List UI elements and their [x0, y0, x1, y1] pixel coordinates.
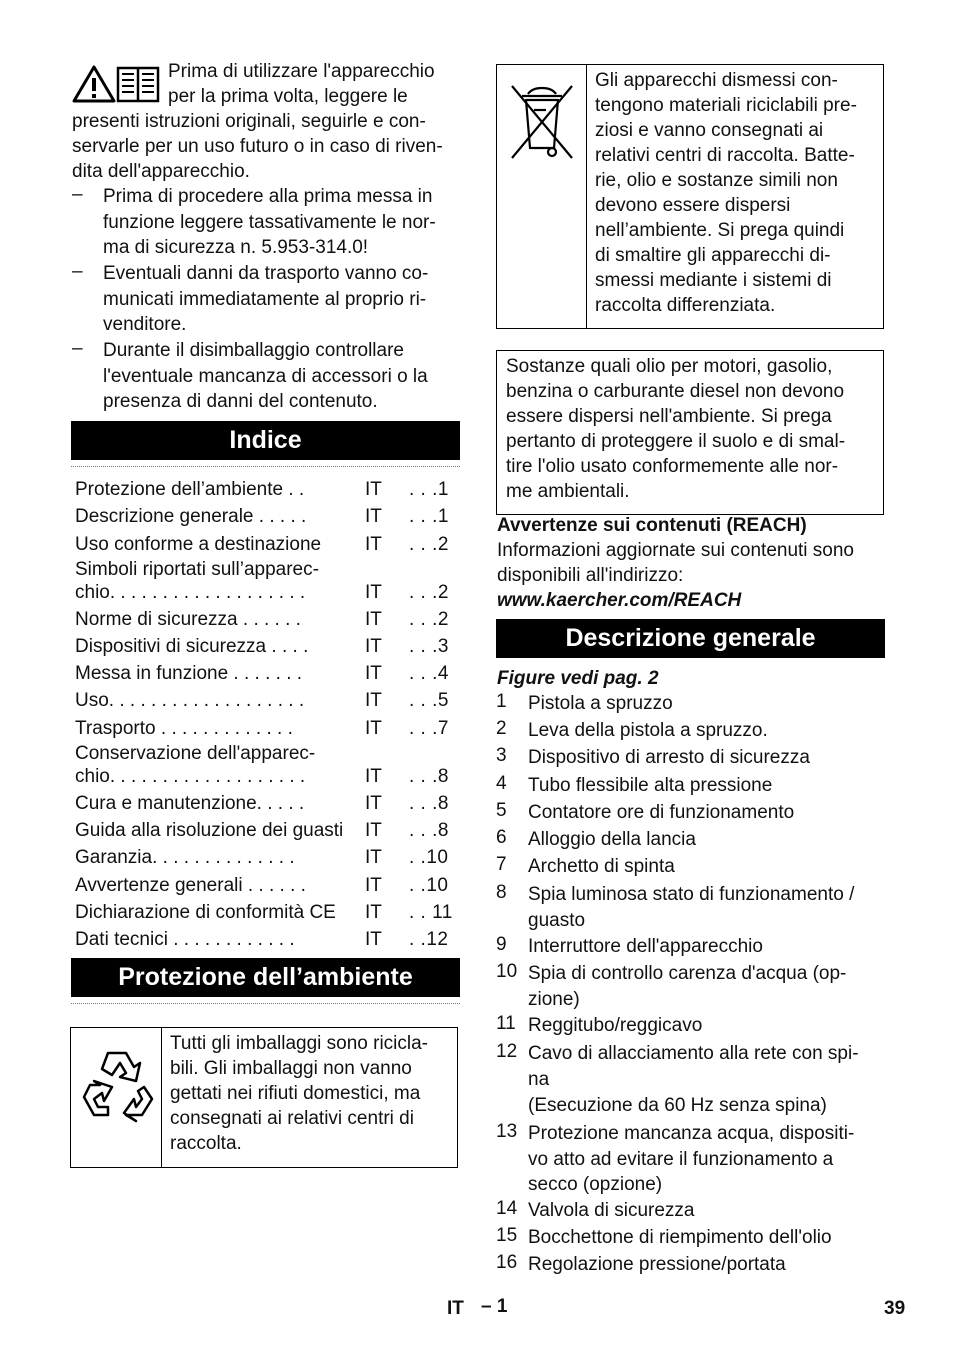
toc-lang: IT: [365, 766, 382, 787]
reach-line: Informazioni aggiornate sui contenuti sono: [497, 540, 855, 561]
item-line: na: [528, 1068, 550, 1090]
toc-lang: IT: [365, 506, 382, 527]
item-number: 16: [496, 1252, 518, 1273]
toc-row[interactable]: [75, 558, 460, 606]
toc-row[interactable]: [75, 872, 460, 899]
toc-title: Garanzia. . . . . . . . . . . . . .: [75, 847, 295, 868]
item-line: (Esecuzione da 60 Hz senza spina): [528, 1095, 827, 1116]
toc-title: Norme di sicurezza . . . . . .: [75, 609, 301, 630]
item-line: Tubo flessibile alta pressione: [528, 775, 773, 796]
toc-page: . . .7: [409, 718, 449, 739]
manual-book-icon: [116, 64, 160, 104]
item-line: Spia luminosa stato di funzionamento /: [528, 884, 855, 905]
toc-lang: IT: [365, 875, 382, 896]
oil-text: [506, 354, 845, 504]
toc-title: Messa in funzione . . . . . . .: [75, 663, 303, 684]
item-line: guasto: [528, 909, 586, 931]
toc-lang: IT: [365, 690, 382, 711]
weee-line: rie, olio e sostanze simili non: [595, 170, 838, 191]
item-line: Pistola a spruzzo: [528, 693, 673, 714]
item-number: 6: [496, 827, 507, 848]
toc-row[interactable]: [75, 899, 460, 926]
bullet-line: presenza di danni del contenuto.: [103, 391, 378, 412]
item-line: Protezione mancanza acqua, dispositi-: [528, 1123, 855, 1144]
environment-heading: Protezione dell’ambiente: [71, 958, 460, 997]
toc-page: . . .3: [409, 636, 449, 657]
reach-line: disponibili all'indirizzo:: [497, 565, 684, 586]
toc-title: chio. . . . . . . . . . . . . . . . . . .: [75, 766, 306, 787]
bullet-line: funzione leggere tassativamente le nor-: [103, 211, 436, 233]
toc-page: . . .1: [409, 506, 449, 527]
intro-line: dita dell'apparecchio.: [72, 161, 250, 182]
item-line: Archetto di spinta: [528, 856, 675, 877]
weee-line: relativi centri di raccolta. Batte-: [595, 145, 855, 166]
toc-page: . . .8: [409, 766, 449, 787]
footer-language: IT: [447, 1298, 464, 1319]
toc-lang: IT: [365, 847, 382, 868]
weee-line: smessi mediante i sistemi di: [595, 270, 832, 291]
toc-lang: IT: [365, 793, 382, 814]
description-heading: Descrizione generale: [496, 619, 885, 658]
recycle-line: raccolta.: [170, 1133, 242, 1154]
item-number: 8: [496, 882, 507, 903]
footer-section-page: – 1: [481, 1296, 508, 1317]
toc-title: Cura e manutenzione. . . . .: [75, 793, 305, 814]
toc-title: Protezione dell’ambiente . .: [75, 479, 305, 500]
reach-link[interactable]: www.kaercher.com/REACH: [497, 590, 742, 611]
toc-page: . . .4: [409, 663, 449, 684]
item-number: 10: [496, 961, 518, 982]
item-line: Dispositivo di arresto di sicurezza: [528, 747, 810, 768]
index-heading-rule: [71, 466, 460, 467]
toc-page: . . .5: [409, 690, 449, 711]
toc-row[interactable]: [75, 633, 460, 660]
toc-lang: IT: [365, 582, 382, 603]
weee-line: raccolta differenziata.: [595, 295, 776, 316]
toc-page: . . .8: [409, 820, 449, 841]
toc-title: Guida alla risoluzione dei guasti: [75, 820, 344, 841]
toc-row[interactable]: [75, 742, 460, 790]
item-line: Valvola di sicurezza: [528, 1200, 695, 1221]
item-number: 4: [496, 773, 507, 794]
item-line: zione): [528, 988, 580, 1010]
bullet-dash: –: [72, 261, 83, 282]
recycle-box-divider: [161, 1027, 162, 1168]
bullet-line: ma di sicurezza n. 5.953-314.0!: [103, 237, 369, 258]
intro-first-line: Prima di utilizzare l'apparecchio: [168, 61, 435, 82]
toc-title: Uso. . . . . . . . . . . . . . . . . . .: [75, 690, 305, 711]
toc-row[interactable]: [75, 844, 460, 871]
bullet-line: municati immediatamente al proprio ri-: [103, 288, 427, 310]
reach-heading: Avvertenze sui contenuti (REACH): [497, 515, 807, 536]
toc-title: Avvertenze generali . . . . . .: [75, 875, 306, 896]
item-line: Regolazione pressione/portata: [528, 1254, 786, 1275]
toc-lang: IT: [365, 534, 382, 555]
oil-line: pertanto di proteggere il suolo e di smal-: [506, 431, 846, 452]
intro-line: presenti istruzioni originali, seguirle e con-: [72, 111, 426, 132]
item-line: Alloggio della lancia: [528, 829, 696, 850]
toc-title: Trasporto . . . . . . . . . . . . .: [75, 718, 293, 739]
toc-lang: IT: [365, 820, 382, 841]
bullet-line: Prima di procedere alla prima messa in: [103, 186, 433, 207]
toc-row[interactable]: [75, 790, 460, 817]
toc-lang: IT: [365, 663, 382, 684]
item-number: 15: [496, 1225, 518, 1246]
toc-page: . .12: [409, 929, 449, 950]
toc-row[interactable]: [75, 687, 460, 714]
item-line: Reggitubo/reggicavo: [528, 1015, 703, 1036]
item-number: 12: [496, 1041, 518, 1062]
toc-page: . . .2: [409, 582, 449, 603]
item-line: Bocchettone di riempimento dell'olio: [528, 1227, 832, 1248]
toc-row[interactable]: [75, 606, 460, 633]
weee-line: Gli apparecchi dismessi con-: [595, 70, 838, 91]
recycle-text: [170, 1031, 428, 1156]
oil-line: me ambientali.: [506, 481, 630, 502]
toc-page: . . 11: [409, 902, 453, 923]
toc-row[interactable]: [75, 476, 460, 503]
intro-line: servarle per un uso futuro o in caso di riven-: [72, 136, 443, 157]
footer-page-number: 39: [884, 1298, 906, 1319]
figure-reference: Figure vedi pag. 2: [497, 668, 659, 689]
toc-row[interactable]: [75, 503, 460, 530]
weee-text: [595, 68, 857, 318]
crossed-bin-icon: [508, 82, 576, 162]
toc-lang: IT: [365, 609, 382, 630]
toc-title: Dati tecnici . . . . . . . . . . . .: [75, 929, 295, 950]
toc-page: . .10: [409, 875, 449, 896]
bullet-dash: –: [72, 184, 83, 205]
toc-row[interactable]: [75, 817, 460, 844]
bullet-line: Eventuali danni da trasporto vanno co-: [103, 263, 429, 284]
bullet-line: venditore.: [103, 314, 187, 335]
toc-title: Dichiarazione di conformità CE: [75, 902, 336, 923]
toc-lang: IT: [365, 929, 382, 950]
weee-line: ziosi e vanno consegnati ai: [595, 120, 824, 141]
item-line: Leva della pistola a spruzzo.: [528, 720, 768, 741]
recycle-icon: [78, 1045, 156, 1123]
weee-box-divider: [586, 64, 587, 329]
toc-row[interactable]: [75, 660, 460, 687]
bullet-dash: –: [72, 338, 83, 359]
toc-page: . .10: [409, 847, 449, 868]
toc-title-line1: Simboli riportati sull’apparec-: [75, 559, 319, 580]
bullet-line: l'eventuale mancanza di accessori o la: [103, 365, 428, 387]
item-line: Cavo di allacciamento alla rete con spi-: [528, 1043, 859, 1064]
toc-row[interactable]: [75, 715, 460, 742]
toc-title: Descrizione generale . . . . .: [75, 506, 307, 527]
toc-page: . . .2: [409, 534, 449, 555]
item-number: 1: [496, 691, 507, 712]
toc-title: chio. . . . . . . . . . . . . . . . . . .: [75, 582, 306, 603]
recycle-line: bili. Gli imballaggi non vanno: [170, 1058, 412, 1079]
weee-line: di smaltire gli apparecchi di-: [595, 245, 831, 266]
environment-heading-rule: [71, 1003, 460, 1004]
item-number: 13: [496, 1121, 518, 1142]
item-line: Interruttore dell'apparecchio: [528, 936, 763, 957]
oil-line: benzina o carburante diesel non devono: [506, 381, 845, 402]
index-heading: Indice: [71, 421, 460, 460]
oil-line: essere dispersi nell'ambiente. Si prega: [506, 406, 832, 427]
recycle-line: gettati nei rifiuti domestici, ma: [170, 1083, 421, 1104]
toc-lang: IT: [365, 479, 382, 500]
item-line: Contatore ore di funzionamento: [528, 802, 795, 823]
weee-line: nell’ambiente. Si prega quindi: [595, 220, 845, 241]
recycle-line: Tutti gli imballaggi sono ricicla-: [170, 1033, 429, 1054]
warning-icon: [72, 64, 116, 104]
weee-line: tengono materiali riciclabili pre-: [595, 95, 857, 116]
toc-title: Uso conforme a destinazione: [75, 534, 322, 555]
oil-line: tire l'olio usato conformemente alle nor-: [506, 456, 839, 477]
recycle-line: consegnati ai relativi centri di: [170, 1108, 414, 1129]
item-number: 3: [496, 745, 507, 766]
toc-title: Dispositivi di sicurezza . . . .: [75, 636, 309, 657]
toc-page: . . .2: [409, 609, 449, 630]
item-number: 11: [496, 1013, 516, 1034]
item-number: 9: [496, 934, 507, 955]
toc-row[interactable]: [75, 531, 460, 558]
toc-lang: IT: [365, 902, 382, 923]
toc-row[interactable]: [75, 926, 460, 953]
toc-title-line1: Conservazione dell'apparec-: [75, 743, 316, 764]
item-line: secco (opzione): [528, 1174, 663, 1195]
bullet-line: Durante il disimballaggio controllare: [103, 340, 404, 361]
weee-line: devono essere dispersi: [595, 195, 791, 216]
toc-lang: IT: [365, 636, 382, 657]
toc-page: . . .1: [409, 479, 449, 500]
item-number: 14: [496, 1198, 518, 1219]
intro-second-line: per la prima volta, leggere le: [168, 86, 408, 107]
item-line: Spia di controllo carenza d'acqua (op-: [528, 963, 847, 984]
item-number: 2: [496, 718, 507, 739]
toc-page: . . .8: [409, 793, 449, 814]
toc-lang: IT: [365, 718, 382, 739]
item-line: vo atto ad evitare il funzionamento a: [528, 1148, 834, 1170]
oil-line: Sostanze quali olio per motori, gasolio,: [506, 356, 833, 377]
item-number: 7: [496, 854, 507, 875]
item-number: 5: [496, 800, 507, 821]
